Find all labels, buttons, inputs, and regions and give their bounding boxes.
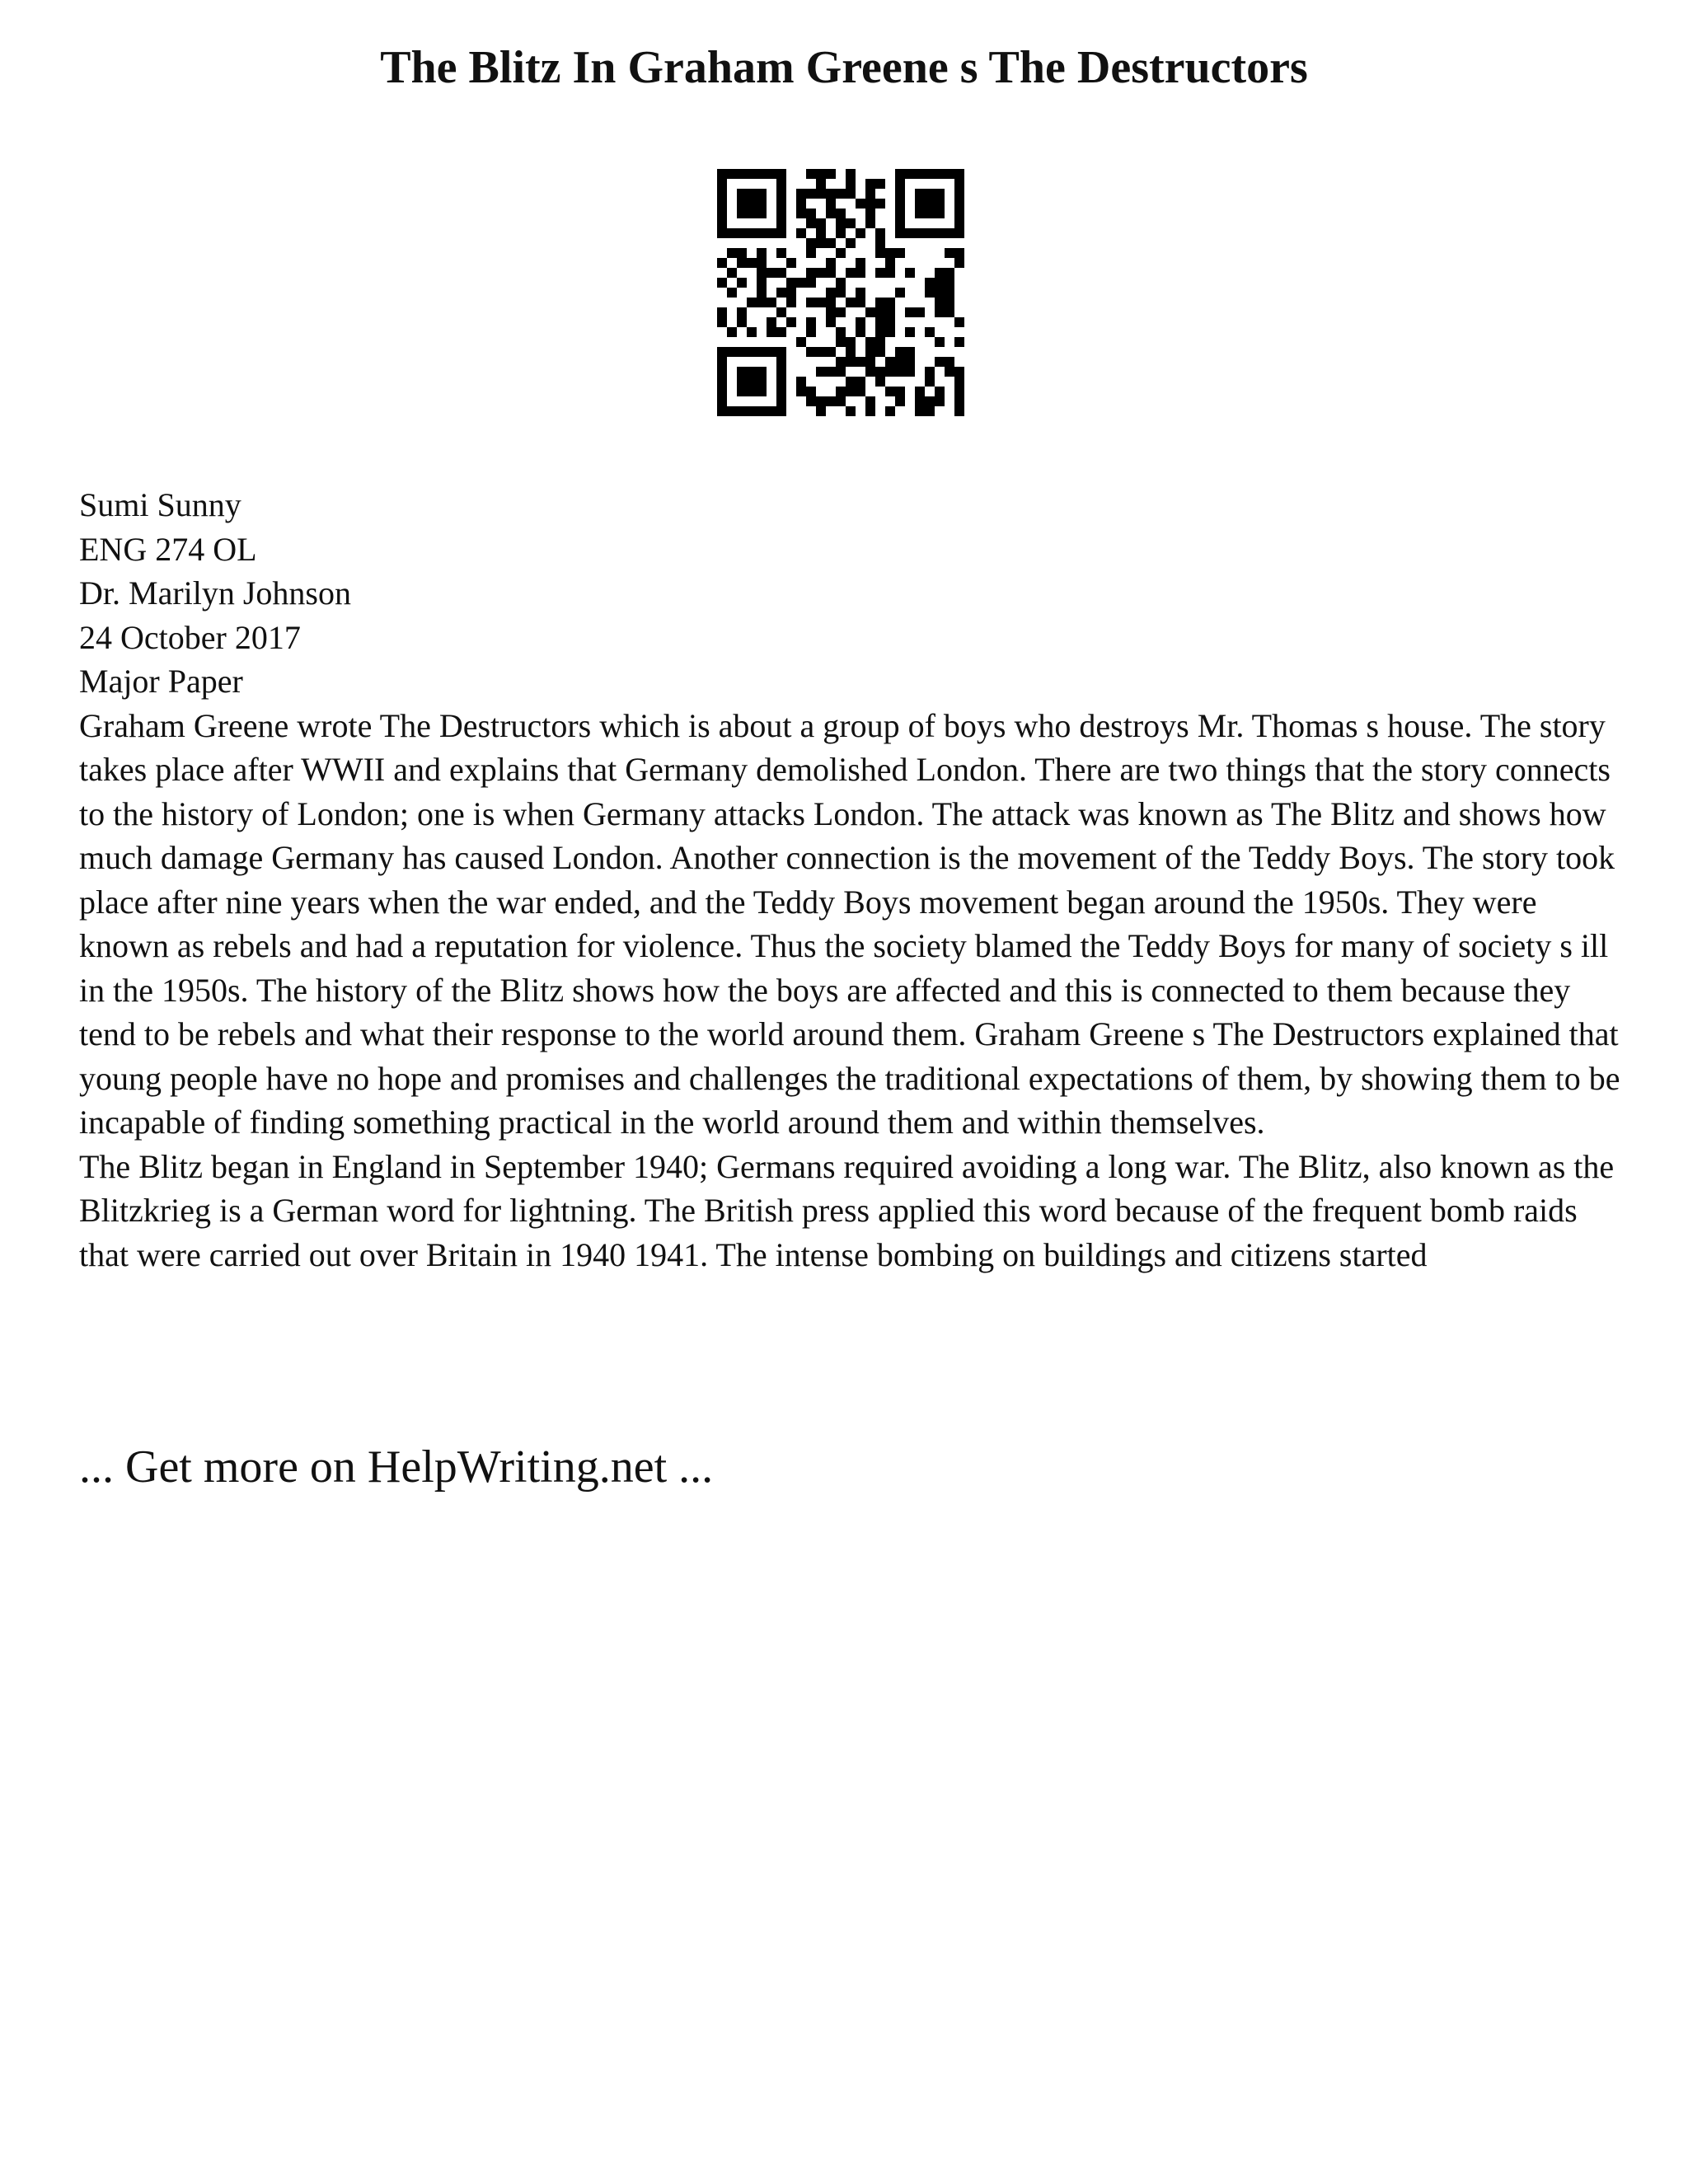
qr-code-icon — [717, 169, 964, 416]
paper-date: 24 October 2017 — [79, 618, 301, 656]
body-paragraph-1: Graham Greene wrote The Destructors which is about a group of boys who destroys Mr. Thomas s house. The story takes place after WWII and explains that Germany demolished London. There are two things that the story connects to the history of London; one is when Germany attacks London. The attack was known as The Blitz and shows how much damage Germany has caused London. Another connection is the movement of the Teddy Boys. The story took place after nine years when the war ended, and the Teddy Boys movement began around the 1950s. They were known as rebels and had a reputation for violence. Thus the society blamed the Teddy Boys for many of society s ill in the 1950s. The history of the Blitz shows how the boys are affected and this is connected to them because they tend to be rebels and what their response to the world around them. Graham Greene s The Destructors explained that young people have no hope and promises and challenges the traditional expectations of them, by showing them to be incapable of finding something practical in the world around them and within themselves. — [79, 706, 1620, 1141]
paper-type: Major Paper — [79, 663, 243, 700]
instructor-name: Dr. Marilyn Johnson — [79, 574, 351, 612]
get-more-link[interactable]: ... Get more on HelpWriting.net ... — [79, 1441, 714, 1493]
document-title: The Blitz In Graham Greene s The Destructors — [380, 42, 1308, 93]
document-body — [79, 483, 1620, 1277]
course-code: ENG 274 OL — [79, 530, 257, 568]
author-name: Sumi Sunny — [79, 486, 241, 523]
body-paragraph-2: The Blitz began in England in September 1940; Germans required avoiding a long war. The Blitz, also known as the Blitzkrieg is a German word for lightning. The British press applied this word because of the frequent bomb raids that were carried out over Britain in 1940 1941. The intense bombing on buildings and citizens started — [79, 1147, 1615, 1273]
